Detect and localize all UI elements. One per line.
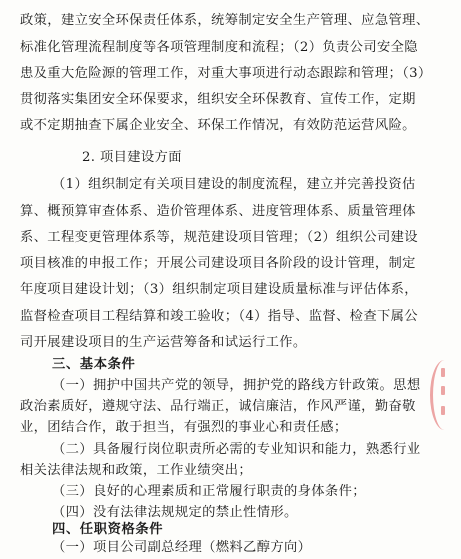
paragraph-line: （1）组织制定有关项目建设的制度流程，建立并完善投资估 <box>52 177 416 192</box>
paragraph-line: 相关法律法规和政策，工作业绩突出； <box>20 463 252 478</box>
paragraph-line: 算、概预算审查体系、造价管理体系、进度管理体系、质量管理体 <box>20 204 416 219</box>
paragraph-line: （四）没有法律法规规定的禁止性情形。 <box>52 505 298 520</box>
paragraph-line: （一）拥护中国共产党的领导，拥护党的路线方针政策。思想 <box>52 378 421 393</box>
paragraph-line: 系、工程变更管理体系等，规范建设项目管理；（2）组织公司建设 <box>20 230 418 245</box>
section-subheading: 2. 项目建设方面 <box>82 150 182 165</box>
section-heading: 三、基本条件 <box>52 357 136 372</box>
paragraph-line: （二）具备履行岗位职责所必需的专业知识和能力，熟悉行业 <box>52 442 421 457</box>
paragraph-line: 司开展建设项目的生产运营筹备和试运行工作。 <box>20 335 307 350</box>
paragraph-line: （三）良好的心理素质和正常履行职责的身体条件； <box>52 484 366 499</box>
paragraph-line: 监督检查项目工程结算和竣工验收；（4）指导、监督、检查下属公 <box>20 309 418 324</box>
paragraph-line: 业，团结合作，敢于担当，有强烈的事业心和责任感； <box>20 420 348 435</box>
paragraph-line: 年度项目建设计划；（3）组织制定项目建设质量标准与评估体系， <box>20 282 418 297</box>
red-seal-stamp <box>430 360 459 430</box>
paragraph-line: 政治素质好，遵规守法、品行端正，诚信廉洁，作风严谨，勤奋敬 <box>20 399 416 414</box>
paragraph-line: 或不定期抽查下属企业安全、环保工作情况，有效防范运营风险。 <box>20 118 416 133</box>
paragraph-line: 患及重大危险源的管理工作，对重大事项进行动态跟踪和管理；（3） <box>20 66 432 81</box>
section-heading: 四、任职资格条件 <box>52 522 164 537</box>
paragraph-line: 政策，建立安全环保责任体系，统筹制定安全生产管理、应急管理、 <box>20 13 430 28</box>
paragraph-line: 标准化管理流程制度等各项管理制度和流程；（2）负责公司安全隐 <box>20 40 418 55</box>
paragraph-line: 项目核准的申报工作；开展公司建设项目各阶段的设计管理，制定 <box>20 256 416 271</box>
subsection-heading: （一）项目公司副总经理（燃料乙醇方向） <box>52 540 312 555</box>
paragraph-line: 贯彻落实集团安全环保要求，组织安全环保教育、宣传工作，定期 <box>20 92 416 107</box>
